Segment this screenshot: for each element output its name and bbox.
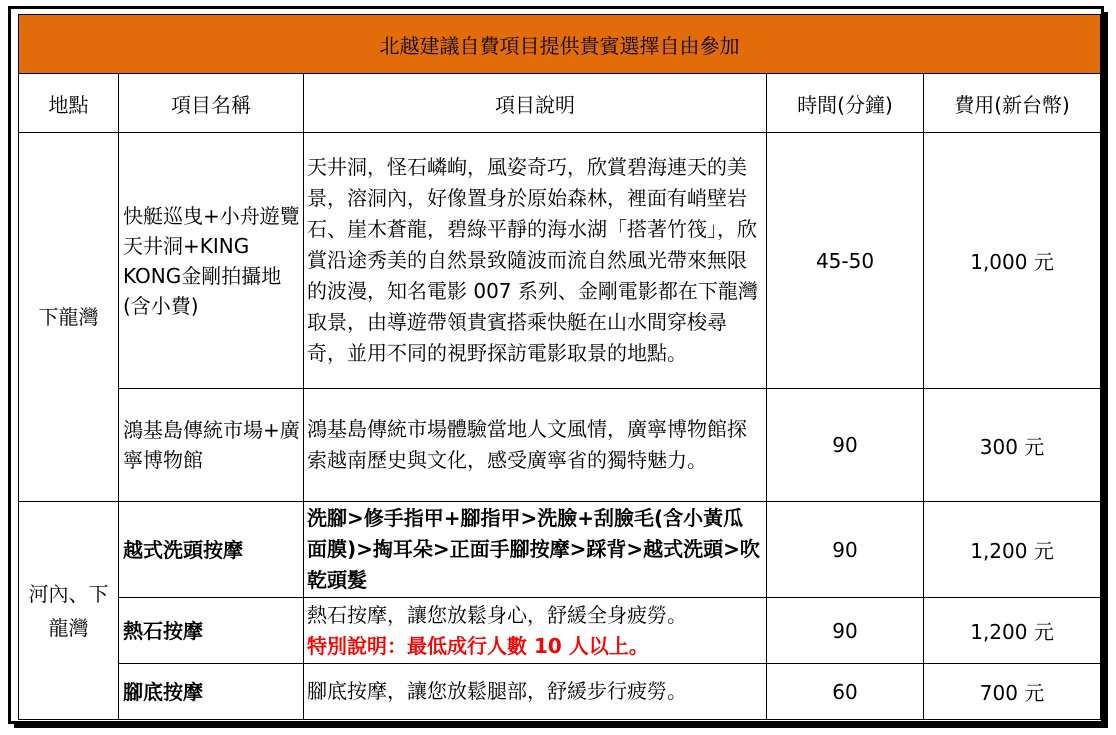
table-row [19, 133, 1101, 389]
item-name-cell: 熱石按摩 [119, 598, 304, 664]
item-name-cell: 越式洗頭按摩 [119, 502, 304, 598]
table-title: 北越建議自費項目提供貴賓選擇自由參加 [19, 15, 1101, 74]
description-cell: 洗腳>修手指甲+腳指甲>洗臉+刮臉毛(含小黃瓜面膜)>掏耳朵>正面手腳按摩>踩背>越式洗頭>吹乾頭髮 [304, 502, 767, 598]
special-note: 特別說明：最低成行人數 10 人以上。 [307, 633, 649, 658]
header-fee: 費用(新台幣) [924, 74, 1101, 133]
fee-cell: 1,000 元 [924, 133, 1101, 389]
header-description: 項目說明 [304, 74, 767, 133]
location-cell: 河內、下龍灣 [19, 502, 119, 720]
location-cell: 下龍灣 [19, 133, 119, 502]
fee-cell: 300 元 [924, 389, 1101, 502]
item-name-cell: 鴻基島傳統市場+廣寧博物館 [119, 389, 304, 502]
fee-cell: 700 元 [924, 664, 1101, 720]
description-cell: 腳底按摩，讓您放鬆腿部，舒緩步行疲勞。 [304, 664, 767, 720]
duration-cell: 60 [767, 664, 924, 720]
optional-tours-table [18, 14, 1101, 720]
table-row [19, 389, 1101, 502]
description-cell [304, 598, 767, 664]
description-text: 熱石按摩，讓您放鬆身心，舒緩全身疲勞。 [307, 602, 687, 627]
header-duration: 時間(分鐘) [767, 74, 924, 133]
item-name-cell: 快艇巡曳+小舟遊覽天井洞+KING KONG金剛拍攝地(含小費) [119, 133, 304, 389]
duration-cell: 90 [767, 502, 924, 598]
table-row [19, 598, 1101, 664]
table-row [19, 664, 1101, 720]
table-row [19, 502, 1101, 598]
duration-cell: 90 [767, 598, 924, 664]
header-item-name: 項目名稱 [119, 74, 304, 133]
fee-cell: 1,200 元 [924, 502, 1101, 598]
frame-shadow-bottom [14, 724, 1108, 728]
duration-cell: 45-50 [767, 133, 924, 389]
duration-cell: 90 [767, 389, 924, 502]
header-location: 地點 [19, 74, 119, 133]
description-cell: 天井洞，怪石嶙峋，風姿奇巧，欣賞碧海連天的美景，溶洞內，好像置身於原始森林，裡面有峭壁岩石、崖木蒼龍，碧綠平靜的海水湖「搭著竹筏」，欣賞沿途秀美的自然景致隨波而流自然風光帶來無限的波漫，知名電影 007 系列、金剛電影都在下龍灣取景，由導遊帶領貴賓搭乘快艇在山水間穿梭尋奇，並用不同的視野探訪電影取景的地點。 [304, 133, 767, 389]
frame-shadow-right [1104, 12, 1108, 728]
fee-cell: 1,200 元 [924, 598, 1101, 664]
item-name-cell: 腳底按摩 [119, 664, 304, 720]
description-cell: 鴻基島傳統市場體驗當地人文風情，廣寧博物館探索越南歷史與文化，感受廣寧省的獨特魅力。 [304, 389, 767, 502]
